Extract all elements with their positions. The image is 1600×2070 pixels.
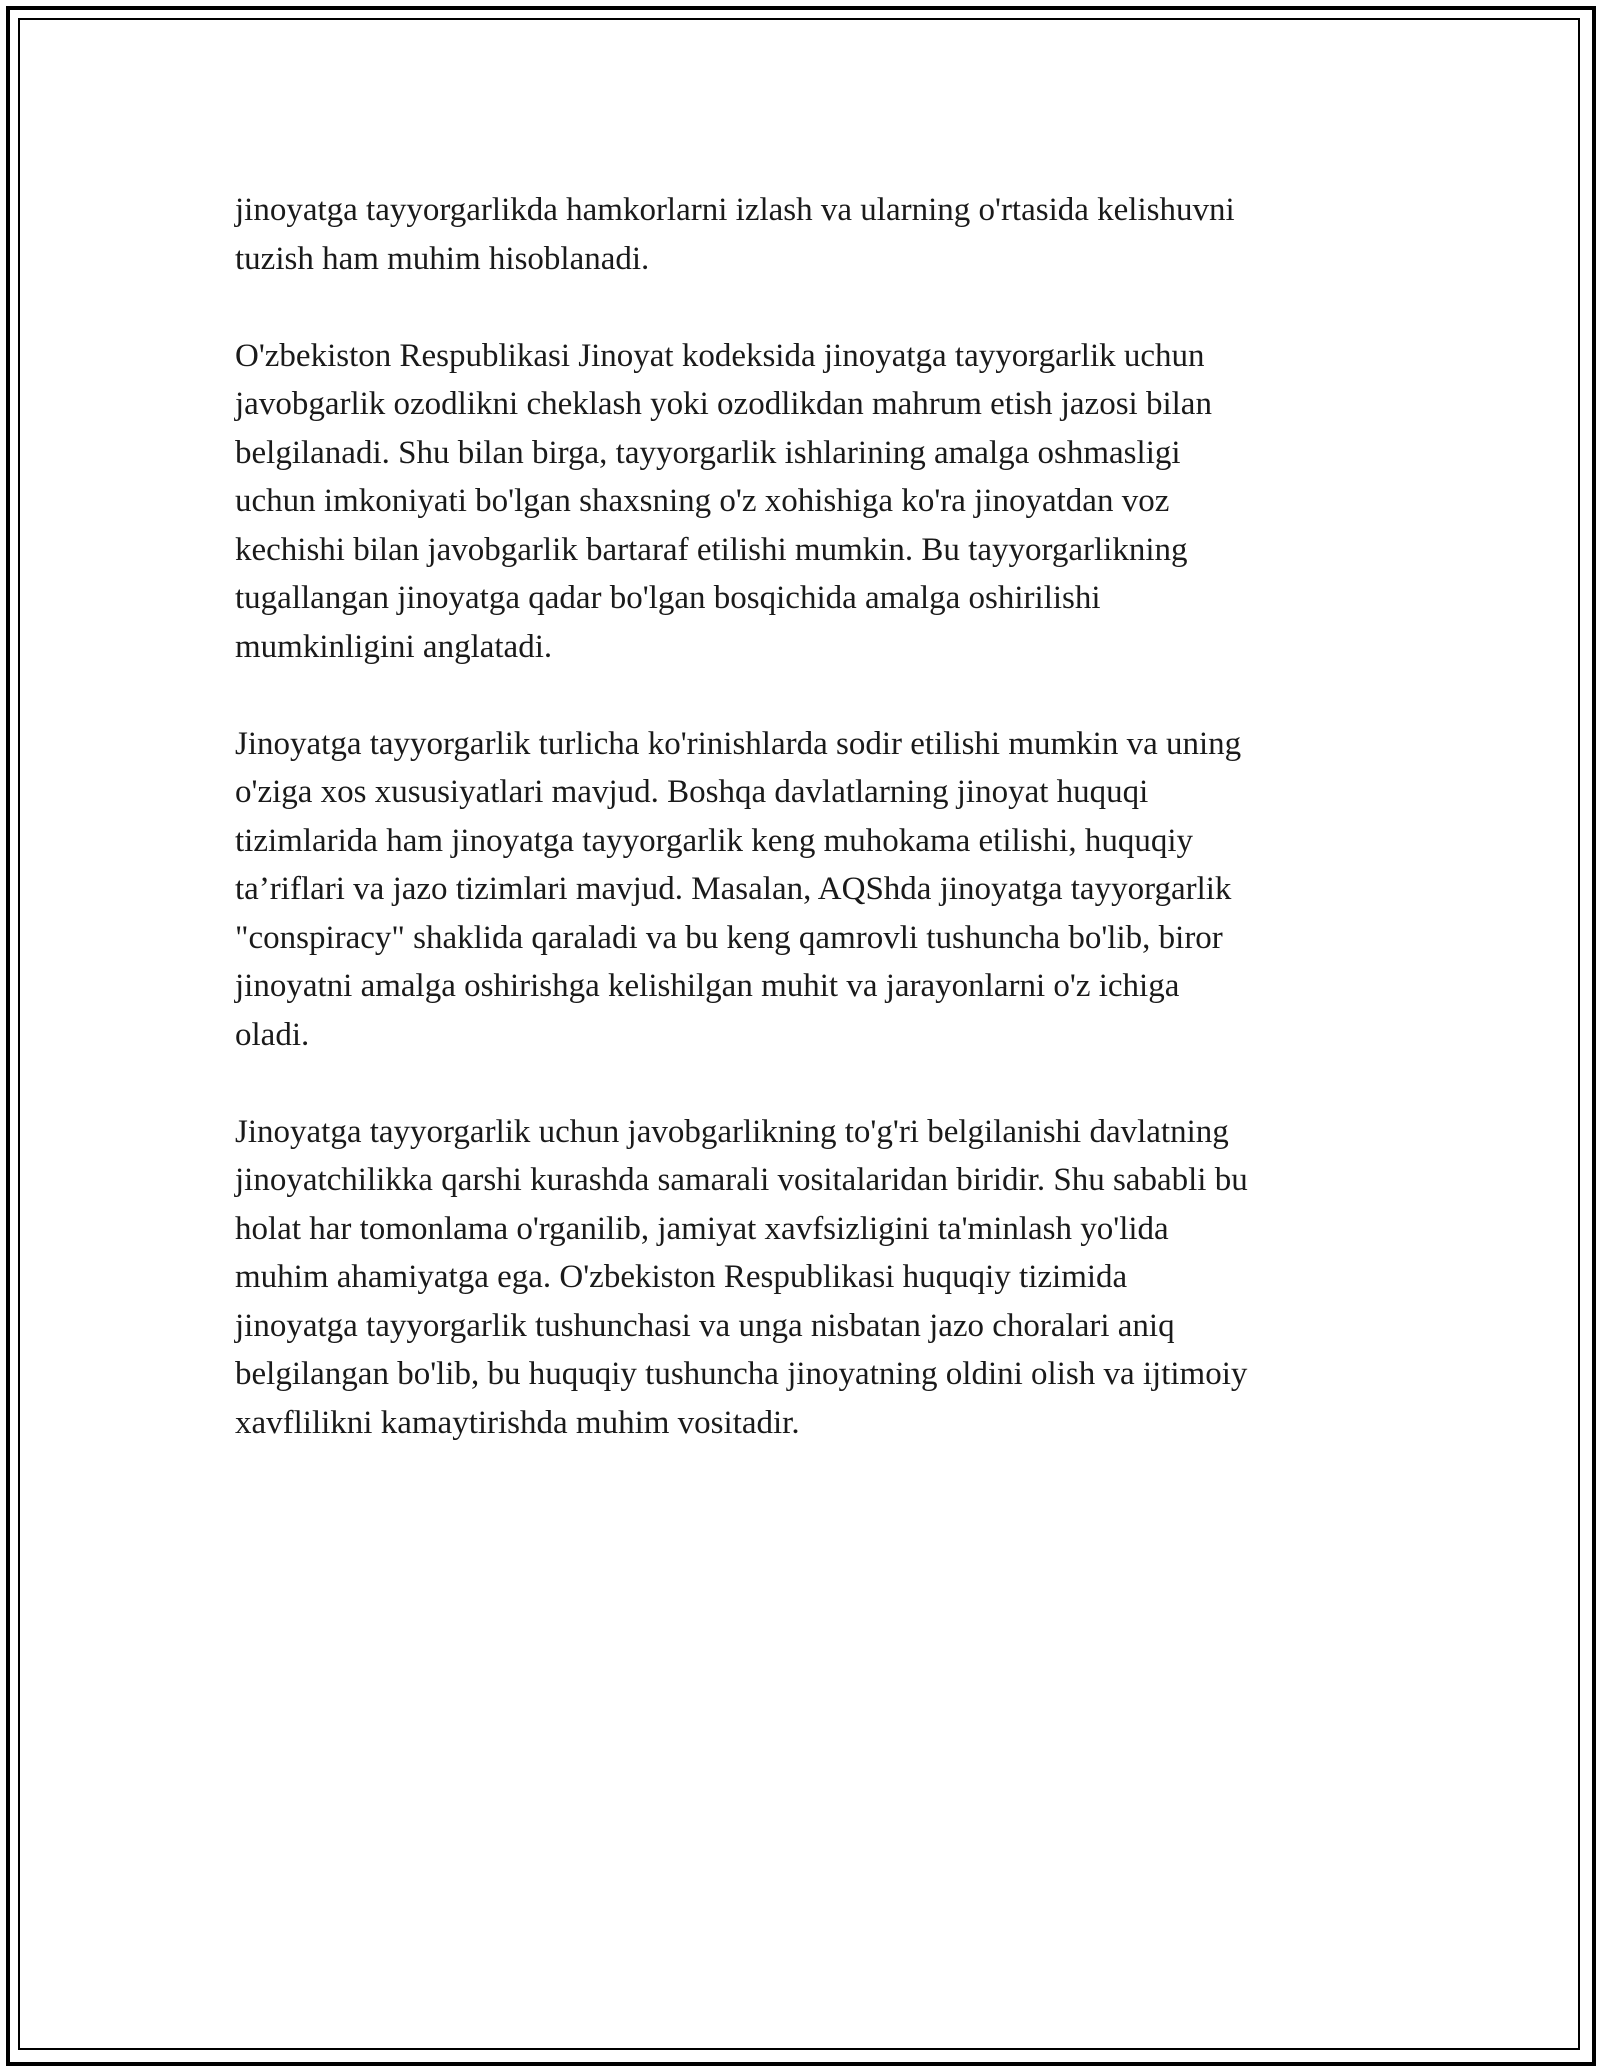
paragraph-2: O'zbekiston Respublikasi Jinoyat kodeksida jinoyatga tayyorgarlik uchun javobgarlik ozodlikni cheklash yoki ozodlikdan mahrum etish jazosi bilan belgilanadi. Shu bilan birga, tayyorgarlik ishlarining amalga oshmasligi uchun imkoniyati bo'lgan shaxsning o'z xohishiga ko'ra jinoyatdan voz kechishi bilan javobgarlik bartaraf etilishi mumkin. Bu tayyorgarlikning tugallangan jinoyatga qadar bo'lgan bosqichida amalga oshirilishi mumkinligini anglatadi. bbox=[235, 337, 1212, 665]
page-content bbox=[235, 186, 1375, 1496]
paragraph-1: jinoyatga tayyorgarlikda hamkorlarni izlash va ularning o'rtasida kelishuvni tuzish ham muhim hisoblanadi. bbox=[235, 192, 1235, 277]
paragraph-4: Jinoyatga tayyorgarlik uchun javobgarlikning to'g'ri belgilanishi davlatning jinoyatchilikka qarshi kurashda samarali vositalaridan biridir. Shu sababli bu holat har tomonlama o'rganilib, jamiyat xavfsizligini ta'minlash yo'lida muhim ahamiyatga ega. O'zbekiston Respublikasi huquqiy tizimida jinoyatga tayyorgarlik tushunchasi va unga nisbatan jazo choralari aniq belgilangan bo'lib, bu huquqiy tushuncha jinoyatning oldini olish va ijtimoiy xavflilikni kamaytirishda muhim vositadir. bbox=[235, 1113, 1248, 1441]
paragraph-3: Jinoyatga tayyorgarlik turlicha ko'rinishlarda sodir etilishi mumkin va uning o'ziga xos xususiyatlari mavjud. Boshqa davlatlarning jinoyat huquqi tizimlarida ham jinoyatga tayyorgarlik keng muhokama etilishi, huquqiy ta’riflari va jazo tizimlari mavjud. Masalan, AQShda jinoyatga tayyorgarlik "conspiracy" shaklida qaraladi va bu keng qamrovli tushuncha bo'lib, biror jinoyatni amalga oshirishga kelishilgan muhit va jarayonlarni o'z ichiga oladi. bbox=[235, 725, 1242, 1053]
